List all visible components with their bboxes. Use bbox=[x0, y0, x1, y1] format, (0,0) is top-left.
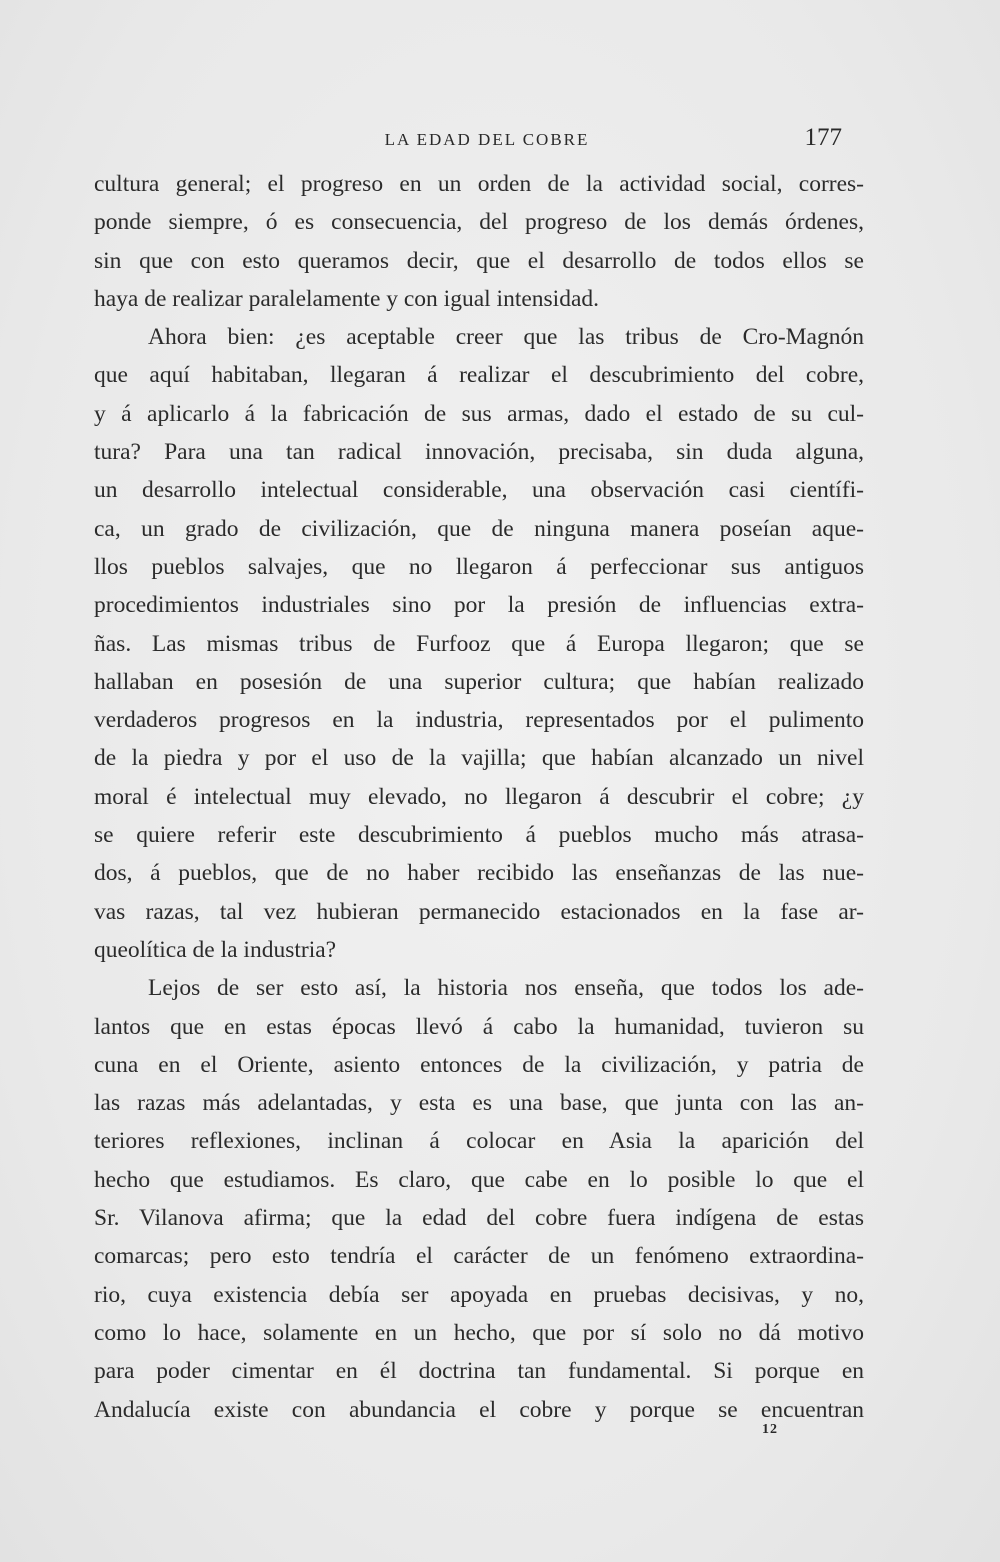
text-line: comarcas; pero esto tendría el carácter de un fenómeno extraordina- bbox=[94, 1243, 864, 1270]
text-line: Andalucía existe con abundancia el cobre y porque se encuentran bbox=[94, 1396, 864, 1423]
text-line: hecho que estudiamos. Es claro, que cabe en lo posible lo que el bbox=[94, 1166, 864, 1193]
text-line: cuna en el Oriente, asiento entonces de la civilización, y patria de bbox=[94, 1051, 864, 1078]
text-line: teriores reflexiones, inclinan á colocar en Asia la aparición del bbox=[94, 1128, 864, 1155]
text-line: vas razas, tal vez hubieran permanecido estacionados en la fase ar- bbox=[94, 898, 864, 925]
text-line: Lejos de ser esto así, la historia nos enseña, que todos los ade- bbox=[148, 975, 864, 1002]
text-line: para poder cimentar en él doctrina tan fundamental. Si porque en bbox=[94, 1358, 864, 1385]
running-title: LA EDAD DEL COBRE bbox=[384, 130, 590, 149]
text-line: haya de realizar paralelamente y con igual intensidad. bbox=[94, 285, 600, 312]
printer-signature-mark: 12 bbox=[762, 1422, 778, 1437]
text-line: las razas más adelantadas, y esta es una base, que junta con las an- bbox=[94, 1090, 864, 1117]
text-line: hallaban en posesión de una superior cultura; que habían realizado bbox=[94, 668, 864, 695]
text-line: Ahora bien: ¿es aceptable creer que las tribus de Cro-Magnón bbox=[148, 324, 864, 351]
text-line: se quiere referir este descubrimiento á pueblos mucho más atrasa- bbox=[94, 822, 864, 849]
text-line: queolítica de la industria? bbox=[94, 936, 337, 963]
text-line: rio, cuya existencia debía ser apoyada en pruebas decisivas, y no, bbox=[94, 1281, 864, 1308]
page-number: 177 bbox=[804, 124, 842, 151]
text-line: de la piedra y por el uso de la vajilla; que habían alcanzado un nivel bbox=[94, 745, 864, 772]
text-line: ñas. Las mismas tribus de Furfooz que á Europa llegaron; que se bbox=[94, 630, 864, 657]
text-line: llos pueblos salvajes, que no llegaron á perfeccionar sus antiguos bbox=[94, 553, 864, 580]
text-line: un desarrollo intelectual considerable, una observación casi científi- bbox=[94, 477, 864, 504]
text-line: sin que con esto queramos decir, que el desarrollo de todos ellos se bbox=[94, 247, 864, 274]
text-line: moral é intelectual muy elevado, no llegaron á descubrir el cobre; ¿y bbox=[94, 783, 864, 810]
text-line: que aquí habitaban, llegaran á realizar el descubrimiento del cobre, bbox=[94, 362, 864, 389]
body-text bbox=[94, 165, 864, 1429]
text-line: dos, á pueblos, que de no haber recibido las enseñanzas de las nue- bbox=[94, 860, 864, 887]
text-line: Sr. Vilanova afirma; que la edad del cobre fuera indígena de estas bbox=[94, 1205, 864, 1232]
text-line: lantos que en estas épocas llevó á cabo la humanidad, tuvieron su bbox=[94, 1013, 864, 1040]
text-line: procedimientos industriales sino por la presión de influencias extra- bbox=[94, 592, 864, 619]
text-line: ca, un grado de civilización, que de ninguna manera poseían aque- bbox=[94, 515, 864, 542]
text-line: como lo hace, solamente en un hecho, que por sí solo no dá motivo bbox=[94, 1319, 864, 1346]
text-line: y á aplicarlo á la fabricación de sus armas, dado el estado de su cul- bbox=[94, 400, 864, 427]
text-line: ponde siempre, ó es consecuencia, del progreso de los demás órdenes, bbox=[94, 209, 864, 236]
text-line: cultura general; el progreso en un orden de la actividad social, corres- bbox=[94, 171, 864, 197]
text-line: tura? Para una tan radical innovación, precisaba, sin duda alguna, bbox=[94, 439, 864, 466]
text-line: verdaderos progresos en la industria, representados por el pulimento bbox=[94, 707, 864, 734]
running-head bbox=[92, 124, 862, 158]
